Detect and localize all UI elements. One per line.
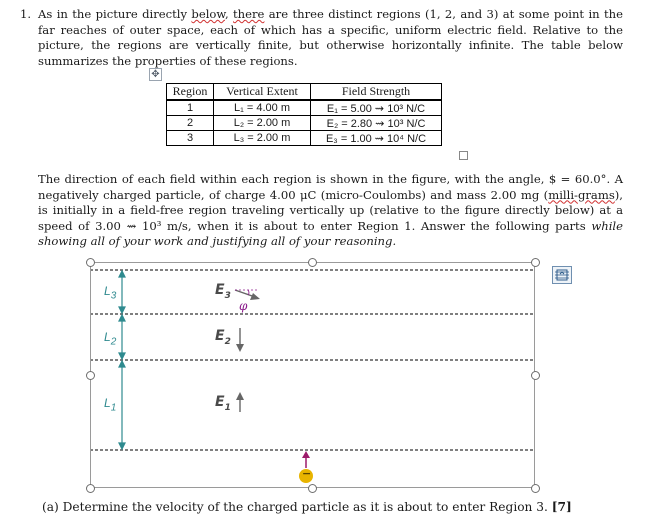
label-l3: $L_3$: [104, 284, 117, 302]
resize-handle-top-right[interactable]: [531, 258, 540, 267]
label-e2: $E_2$: [215, 328, 231, 347]
part-a-points: [7]: [551, 500, 572, 514]
label-e1: $E_1$: [215, 394, 231, 413]
table-header-row: [167, 84, 442, 101]
question-number: 1.: [20, 7, 32, 21]
body-word-milli: milli-grams: [548, 187, 615, 202]
resize-handle-top-left[interactable]: [86, 258, 95, 267]
resize-handle-top-center[interactable]: [308, 258, 317, 267]
table-header: Vertical Extent: [214, 84, 311, 101]
table-cell: 1: [167, 100, 214, 116]
table-cell: E₂ = 2.80 ⇝ 10³ N/C: [311, 116, 442, 131]
intro-text-3: are three distinct regions (1, 2, and 3) at some point in the far reaches of outer space, each of which has a specific, uniform electric field. Relative to the picture, the regions are vertically finite, but otherwise horizontally infinite. The table below summarizes the properties of these regions.: [38, 7, 623, 68]
resize-handle-middle-left[interactable]: [86, 371, 95, 380]
resize-handle-middle-right[interactable]: [531, 371, 540, 380]
resize-handle-bottom-center[interactable]: [308, 484, 317, 493]
figure-selection-border: [90, 262, 535, 488]
part-a-label: (a): [42, 500, 59, 514]
body-text-italic: while showing all of your work and justifying all of your reasoning.: [38, 218, 623, 249]
resize-handle-bottom-left[interactable]: [86, 484, 95, 493]
label-e3: $E_3$: [215, 282, 231, 301]
region-properties-table: [166, 83, 442, 146]
table-cell: L₂ = 2.00 m: [214, 116, 311, 131]
table-row: [167, 100, 442, 116]
table-move-handle-icon[interactable]: ✥: [149, 68, 162, 81]
intro-word-there: there: [233, 7, 265, 21]
table-cell: L₃ = 2.00 m: [214, 131, 311, 146]
intro-text-2: ,: [224, 7, 234, 21]
table-cell: 2: [167, 116, 214, 131]
part-a-text: Determine the velocity of the charged particle as it is about to enter Region 3.: [62, 500, 548, 514]
table-row: [167, 131, 442, 146]
label-l2: $L_2$: [104, 330, 117, 348]
table-cell: E₁ = 5.00 ⇝ 10³ N/C: [311, 100, 442, 116]
table-cell: L₁ = 4.00 m: [214, 100, 311, 116]
table-header: Region: [167, 84, 214, 101]
layout-options-icon[interactable]: [552, 266, 572, 284]
table-header: Field Strength: [311, 84, 442, 101]
intro-paragraph: [38, 7, 623, 69]
label-l1: $L_1$: [104, 396, 117, 414]
body-paragraph: [38, 172, 623, 250]
regions-figure[interactable]: [90, 262, 535, 488]
angle-phi-label: φ: [239, 299, 248, 313]
intro-text-1: As in the picture directly: [38, 7, 192, 21]
intro-word-below: below: [191, 7, 225, 21]
body-text-1: The direction of each field within each region is shown in the figure, with the angle, $ = 60.0°. A negatively charged particle, of charge 4.00 μC (micro-Coulombs) and mass 2.00 mg (: [38, 172, 623, 202]
table-cell: E₃ = 1.00 ⇝ 10⁴ N/C: [311, 131, 442, 146]
resize-handle-bottom-right[interactable]: [531, 484, 540, 493]
part-a-question: [42, 500, 572, 514]
table-cell: 3: [167, 131, 214, 146]
particle-sign: −: [302, 467, 312, 480]
table-resize-handle[interactable]: [459, 151, 468, 160]
table-row: [167, 116, 442, 131]
body-text-2: ), is initially in a field-free region traveling vertically up (relative to the figure directly below) at a speed of 3.00 ⇝ 10³ m/s, when it is about to enter Region 1. Answer the following parts: [38, 187, 623, 233]
